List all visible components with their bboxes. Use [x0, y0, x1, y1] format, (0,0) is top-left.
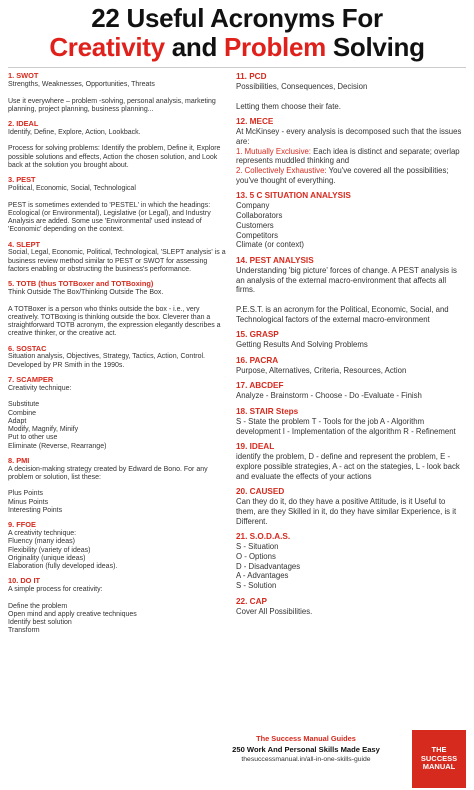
mece-item-text: Each idea is distinct and separate; overlap represents muddled thinking and	[236, 146, 460, 166]
acronym-heading: 2. IDEAL	[8, 119, 39, 129]
acronym-section	[8, 521, 226, 571]
acronym-heading: 17. ABCDEF	[236, 381, 284, 391]
acronym-heading: 7. SCAMPER	[8, 374, 54, 384]
acronym-body: Strengths, Weaknesses, Opportunities, Threats Use it everywhere – problem -solving, personal analysis, marketing planning, project planning, business planning...	[8, 81, 216, 113]
acronym-heading: 16. PACRA	[236, 355, 279, 365]
acronym-section	[8, 120, 226, 170]
footer-brand: The Success Manual Guides	[256, 734, 356, 743]
acronym-body: Social, Legal, Economic, Political, Technological, 'SLEPT analysis' is a business review method similar to PEST or SWOT for assessing factors enabling or obstructing the business's performance.	[8, 249, 226, 273]
left-column	[8, 72, 226, 642]
title-solving: Solving	[325, 31, 425, 62]
footer	[0, 730, 474, 790]
title-creativity: Creativity	[49, 31, 165, 62]
acronym-heading: 9. FFOE	[8, 520, 36, 530]
footer-url[interactable]: thesuccessmanual.in/all-in-one-skills-guide	[241, 756, 371, 763]
acronym-section	[8, 457, 226, 515]
title-problem: Problem	[224, 31, 326, 62]
mece-item	[236, 166, 466, 185]
acronym-section	[8, 72, 226, 114]
acronym-body: At McKinsey - every analysis is decomposed such that the issues are:	[236, 127, 462, 146]
acronym-heading: 6. SOSTAC	[8, 343, 47, 353]
footer-tagline: 250 Work And Personal Skills Made Easy	[232, 745, 380, 754]
acronym-body: A simple process for creativity: Define the problem Open mind and apply creative techniques Identify best solution Transform	[8, 586, 137, 635]
acronym-section	[236, 117, 466, 185]
acronym-heading: 21. S.O.D.A.S.	[236, 532, 291, 542]
logo-line: SUCCESS	[420, 753, 458, 763]
acronym-heading: 11. PCD	[236, 72, 267, 82]
acronym-body: A decision-making strategy created by Edward de Bono. For any problem or solution, list these: Plus Points Minus Points Interesting Points	[8, 465, 208, 514]
acronym-body: Purpose, Alternatives, Criteria, Resources, Action	[236, 365, 407, 375]
title-divider	[8, 67, 466, 68]
mece-item-lead: 1. Mutually Exclusive:	[236, 146, 311, 156]
acronym-section	[8, 280, 226, 338]
page-title	[8, 0, 466, 61]
acronym-body: Think Outside The Box/Thinking Outside The Box. A TOTBoxer is a person who thinks outside the box - i.e., very creatively. TOTBoxing is thinking outside the box. Cleverer than a straightforward TOTB acronym, the expression elegantly describes a creative thinker, or the creative act.	[8, 289, 221, 338]
acronym-section	[236, 356, 466, 376]
acronym-body: Possibilities, Consequences, Decision Letting them choose their fate.	[236, 82, 368, 111]
acronym-section	[236, 597, 466, 617]
acronym-body: Company Collaborators Customers Competitors Climate (or context)	[236, 201, 305, 250]
acronym-body: Cover All Possibilities.	[236, 606, 313, 616]
acronym-heading: 5. TOTB (thus TOTBoxer and TOTBoxing)	[8, 279, 154, 289]
acronym-heading: 20. CAUSED	[236, 487, 285, 497]
acronym-heading: 13. 5 C SITUATION ANALYSIS	[236, 191, 351, 201]
acronym-heading: 8. PMI	[8, 455, 30, 465]
right-column	[236, 72, 466, 642]
acronym-heading: 3. PEST	[8, 175, 36, 185]
acronym-section	[8, 577, 226, 635]
acronym-heading: 4. SLEPT	[8, 239, 41, 249]
acronym-section	[236, 381, 466, 401]
acronym-body: Identify, Define, Explore, Action, Lookback. Process for solving problems: Identify the problem, Define it, Explore possible solutions and effects, Action the chosen solution, and Look back at the solution you brought about.	[8, 128, 221, 169]
acronym-body: Creativity technique: Substitute Combine Adapt Modify, Magnify, Minify Put to other use Eliminate (Reverse, Rearrange)	[8, 384, 107, 450]
mece-item-lead: 2. Collectively Exhaustive:	[236, 166, 327, 176]
acronym-section	[236, 330, 466, 350]
acronym-body: Getting Results And Solving Problems	[236, 340, 368, 350]
logo-line: MANUAL	[422, 762, 456, 772]
acronym-section	[236, 256, 466, 324]
acronym-section	[236, 407, 466, 436]
acronym-body: S - Situation O - Options D - Disadvantages A - Advantages S - Solution	[236, 542, 301, 591]
acronym-heading: 22. CAP	[236, 596, 267, 606]
acronym-body: Can they do it, do they have a positive Attitude, is it Useful to them, are they Skilled in it, do they have similar Experience, is it Different.	[236, 497, 457, 526]
footer-text	[206, 734, 406, 763]
acronym-section	[8, 241, 226, 275]
acronym-body: A creativity technique: Fluency (many ideas) Flexibility (variety of ideas) Originality (unique ideas) Elaboration (fully developed ideas).	[8, 530, 118, 571]
content-columns	[8, 72, 466, 642]
acronym-heading: 19. IDEAL	[236, 442, 275, 452]
mece-item-text: You've covered all the possibilities; you've thought of everything.	[236, 166, 449, 185]
acronym-body: Political, Economic, Social, Technological PEST is sometimes extended to 'PESTEL' in which the headings: Ecological (or Environmental), Legislative (or Legal), and Industry Analysis are added. Some use 'Environmental' used instead of 'Economic' depending on the context.	[8, 185, 211, 234]
title-and: and	[164, 31, 224, 62]
acronym-body: S - State the problem T - Tools for the job A - Algorithm development I - Implementation of the algorithm R - Refinement	[236, 416, 456, 436]
acronym-body: Understanding 'big picture' forces of change. A PEST analysis is an analysis of the external macro-environment that affects all firms. P.E.S.T. is an acronym for the Political, Economic, Social, and Technological factors of the external macro-environment	[236, 265, 457, 324]
acronym-section	[236, 191, 466, 250]
acronym-section	[8, 376, 226, 451]
acronym-heading: 1. SWOT	[8, 71, 39, 81]
title-line-1: 22 Useful Acronyms For	[91, 3, 383, 33]
mece-item	[236, 147, 466, 166]
acronym-heading: 18. STAIR Steps	[236, 406, 299, 416]
acronym-section	[236, 72, 466, 111]
acronym-heading: 14. PEST ANALYSIS	[236, 256, 314, 265]
acronym-body: Analyze - Brainstorm - Choose - Do -Evaluate - Finish	[236, 391, 422, 401]
acronym-heading: 15. GRASP	[236, 330, 279, 340]
acronym-heading: 10. DO IT	[8, 576, 41, 586]
acronym-section	[236, 487, 466, 526]
acronym-section	[8, 345, 226, 370]
title-line-2	[8, 33, 466, 62]
acronym-heading: 12. MECE	[236, 117, 274, 127]
acronym-body: identify the problem, D - define and represent the problem, E - explore possible strategies, A - act on the stategies, L - look back and evaluate the effects of your actions	[236, 452, 460, 481]
success-manual-logo	[412, 730, 466, 788]
acronym-section	[236, 532, 466, 591]
acronym-body: Situation analysis, Objectives, Strategy, Tactics, Action, Control. Developed by PR Smith in the 1990s.	[8, 353, 205, 369]
acronym-section	[236, 442, 466, 481]
acronym-section	[8, 176, 226, 234]
logo-line: THE	[431, 745, 447, 755]
